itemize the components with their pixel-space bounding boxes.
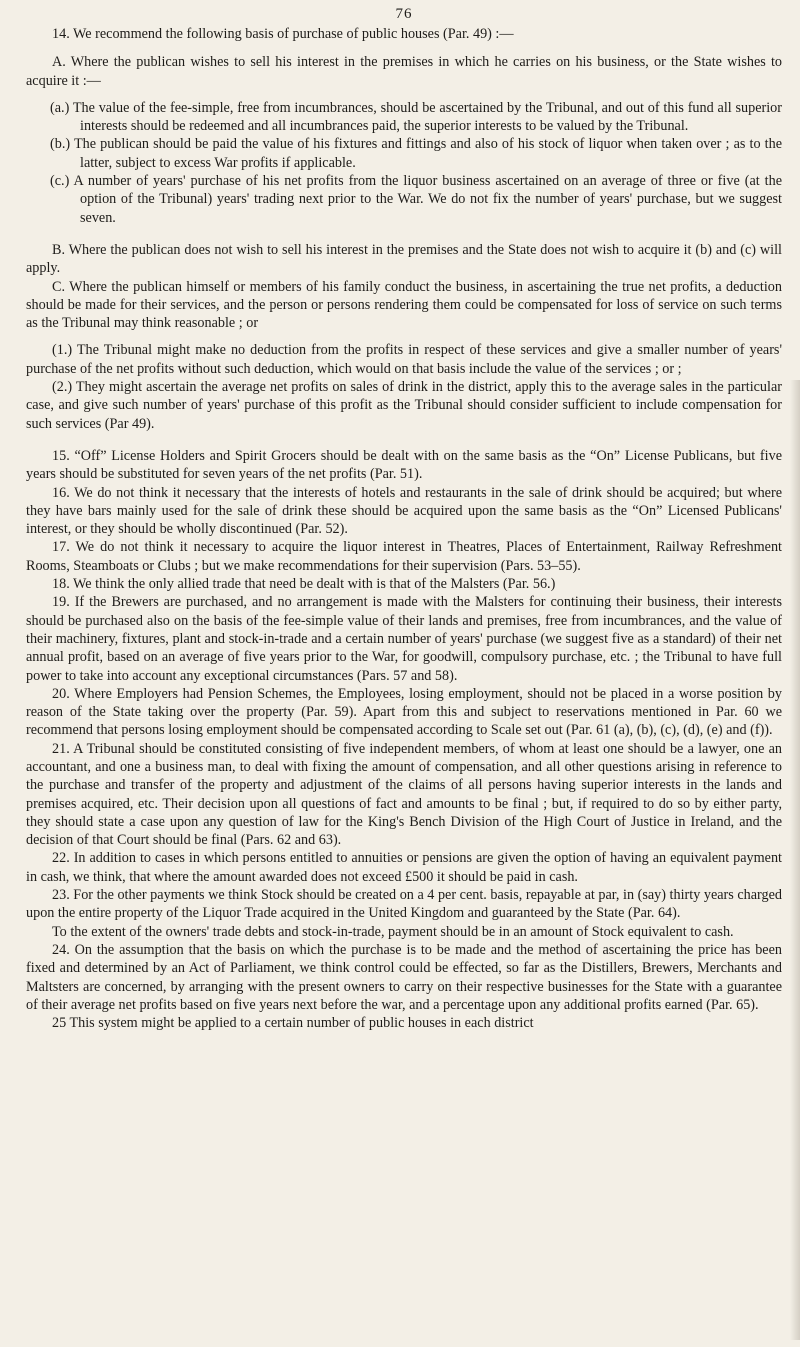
paragraph-23: 23. For the other payments we think Stock should be created on a 4 per cent. basis, repayable at par, in (say) thirty years charged upon the entire property of the Liquor Trade acquired in the United Kingdom and guaranteed by the State (Par. 64). [26, 887, 782, 922]
paragraph-15: 15. “Off” License Holders and Spirit Grocers should be dealt with on the same basis as the “On” License Publicans, but five years should be substituted for seven years of the net profits (Par. 51). [26, 447, 782, 483]
paragraph-14-a: A. Where the publican wishes to sell his interest in the premises in which he carries on his business, or the State wishes to acquire it :— [26, 54, 782, 89]
clause-a: (a.) The value of the fee-simple, free from incumbrances, should be ascertained by the Tribunal, and out of this fund all superior interests should be redeemed and all incumbrances paid, the superior interests to be valued by the Tribunal. [50, 99, 782, 135]
option-2: (2.) They might ascertain the average net profits on sales of drink in the district, apply this to the average sales in the particular case, and give such number of years' purchase of this profit as the Tribunal should consider sufficient to include compensation for such services (Par 49). [26, 379, 782, 432]
paragraph-19: 19. If the Brewers are purchased, and no arrangement is made with the Malsters for continuing their business, their interests should be purchased also on the basis of the fee-simple value of their lands and premises, free from incumbrances, and the value of their machinery, fixtures, plant and stock-in-trade and a certain number of years' purchase (we suggest five as a standard) of their net annual profit, based on an average of five years prior to the War, for goodwill, compulsory purchase, etc. ; the Tribunal to have full power to take into account any exceptional circumstances (Pars. 57 and 58). [26, 594, 782, 684]
clause-b: (b.) The publican should be paid the value of his fixtures and fittings and also of his stock of liquor when taken over ; as to the latter, subject to excess War profits if applicable. [50, 136, 782, 171]
paragraph-18: 18. We think the only allied trade that need be dealt with is that of the Malsters (Par. 56.) [52, 576, 556, 593]
paragraph-22: 22. In addition to cases in which persons entitled to annuities or pensions are given the option of having an equivalent payment in cash, we think, that where the amount awarded does not exceed £500 it should be paid in cash. [26, 850, 782, 885]
paragraph-14-b: B. Where the publican does not wish to sell his interest in the premises and the State does not wish to acquire it (b) and (c) will apply. [26, 241, 782, 277]
paragraph-14-c: C. Where the publican himself or members of his family conduct the business, in ascertaining the true net profits, a deduction should be made for their services, and the person or persons rendering them could be compensated for loss of service on such terms as the Tribunal may think reasonable ; or [26, 278, 782, 332]
paragraph-25: 25 This system might be applied to a certain number of public houses in each district [52, 1015, 534, 1032]
option-1: (1.) The Tribunal might make no deduction from the profits in respect of these services and give a smaller number of years' purchase of the net profits without such deduction, which would on that basis include the value of the services ; or ; [26, 342, 782, 377]
paragraph-16: 16. We do not think it necessary that the interests of hotels and restaurants in the sale of drink should be acquired; but where they have bars mainly used for the sale of drink these should be acquired upon the same basis as the “On” Licensed Publicans' interest, or they should be wholly discontinued (Par. 52). [26, 484, 782, 538]
paragraph-14: 14. We recommend the following basis of purchase of public houses (Par. 49) :— [52, 26, 514, 42]
page-edge-shadow [790, 380, 800, 1340]
paragraph-24: 24. On the assumption that the basis on which the purchase is to be made and the method of ascertaining the price has been fixed and determined by an Act of Parliament, we think control could be effected, so far as the Distillers, Brewers, Merchants and Maltsters are concerned, by arranging with the present owners to carry on their respective businesses for the State with a guarantee of their average net profits based on five years next before the war, and a percentage upon any additional profits earned (Par. 65). [26, 941, 782, 1013]
paragraph-23-continued: To the extent of the owners' trade debts and stock-in-trade, payment should be in an amount of Stock equivalent to cash. [52, 923, 734, 940]
page-number: 76 [395, 6, 413, 22]
paragraph-20: 20. Where Employers had Pension Schemes, the Employees, losing employment, should not be placed in a worse position by reason of the State taking over the property (Par. 59). Apart from this and subject to reservations mentioned in Par. 60 we recommend that persons losing employment should be compensated according to Scale set out (Par. 61 (a), (b), (c), (d), (e) and (f)). [26, 685, 782, 739]
clause-c: (c.) A number of years' purchase of his net profits from the liquor business ascertained on an average of three or five (at the option of the Tribunal) years' trading next prior to the War. We do not fix the number of years' purchase, but we suggest seven. [50, 173, 782, 226]
paragraph-17: 17. We do not think it necessary to acquire the liquor interest in Theatres, Places of Entertainment, Railway Refreshment Rooms, Steamboats or Clubs ; but we make recommendations for their supervision (Pars. 53–55). [26, 539, 782, 574]
paragraph-21: 21. A Tribunal should be constituted consisting of five independent members, of whom at least one should be a lawyer, one an accountant, and one a business man, to deal with fixing the amount of compensation, and all other questions arising in reference to the purchase and transfer of the property and adjustment of the claims of all persons having superior interests in the lands and premises acquired, etc. Their decision upon all questions of fact and amounts to be final ; but, if required to do so by either party, they should state a case upon any question of law for the King's Bench Division of the High Court of Justice in Ireland, and the decision of that Court should be final (Pars. 62 and 63). [26, 740, 782, 849]
